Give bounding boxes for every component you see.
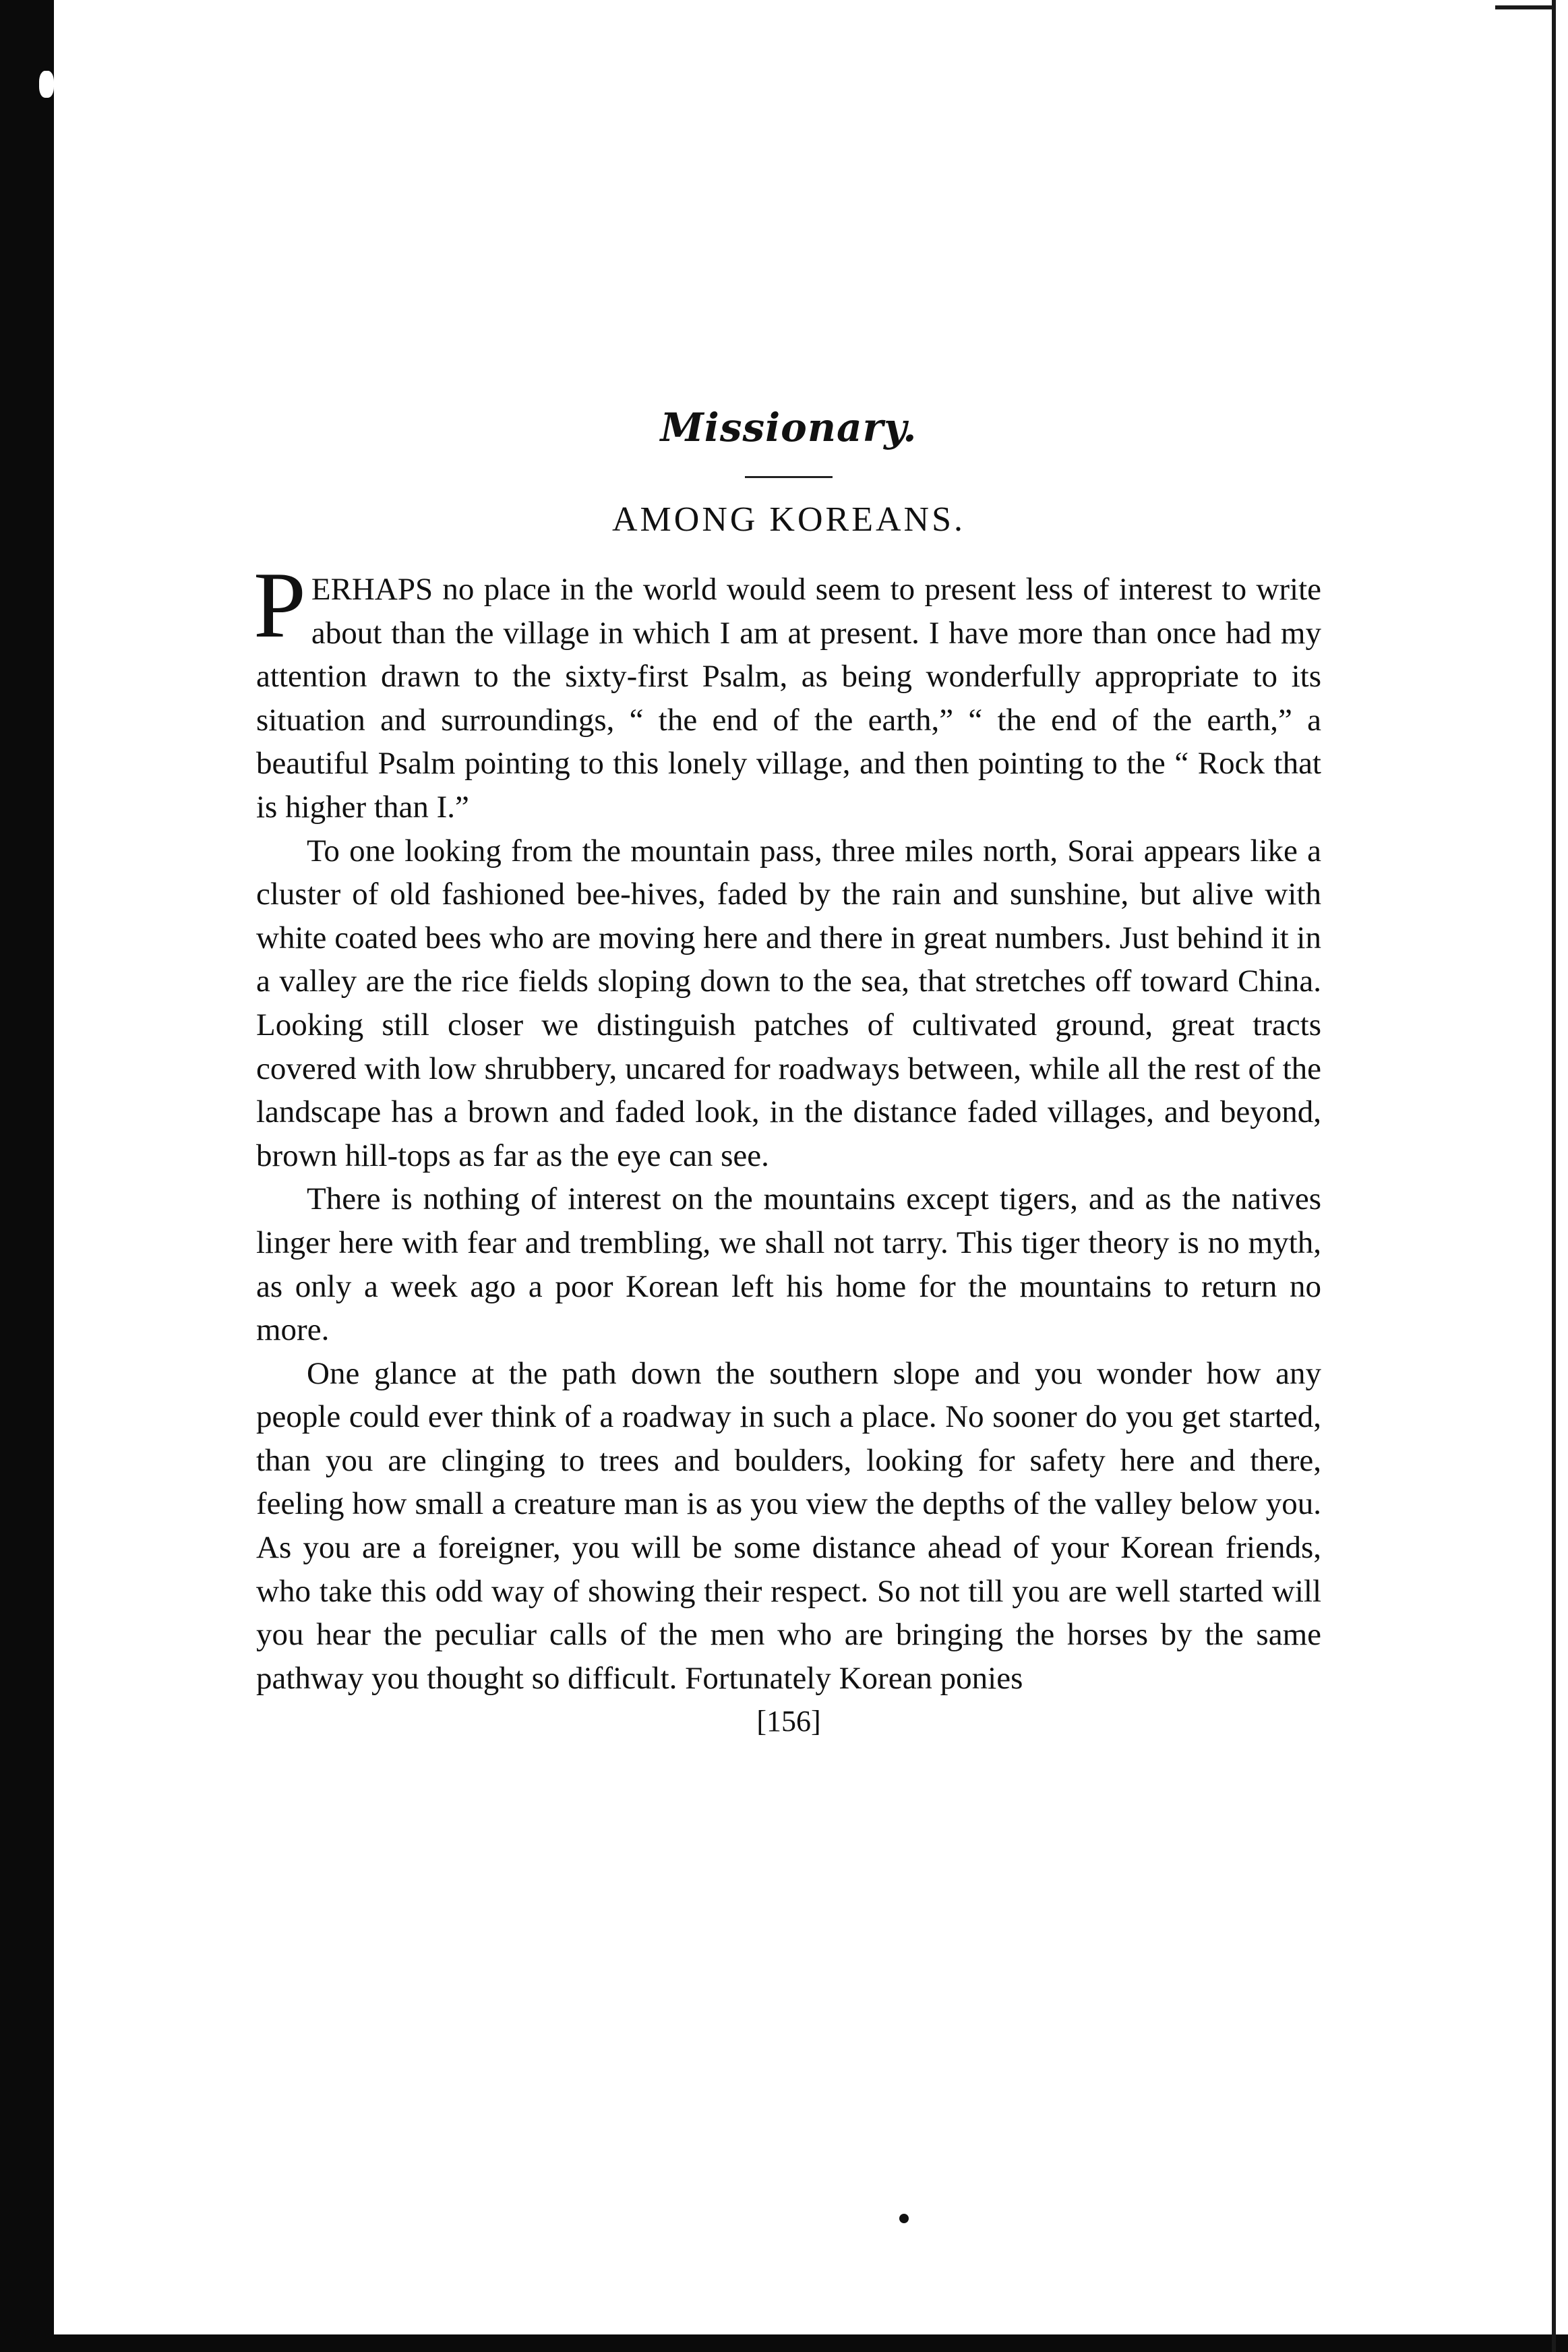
scan-left-border — [0, 0, 54, 2352]
article-title: AMONG KOREANS. — [611, 500, 966, 539]
paragraph-2: To one looking from the mountain pass, three miles north, Sorai appears like a cluster of old fashioned bee-hives, faded by the rain and sunshine, but alive with white coated bees who are moving here and there in great numbers. Just behind it in a valley are the rice fields sloping down to the sea, that stretches off toward China. Looking still closer we distinguish patches of cultivated ground, great tracts covered with low shrubbery, uncared for roadways between, while all the rest of the landscape has a brown and faded look, in the distance faded villages, and beyond, brown hill-tops as far as the eye can see. — [256, 833, 1321, 1173]
paragraph-1 — [253, 553, 1321, 829]
drop-cap: P — [253, 553, 306, 657]
page-number: [156] — [756, 1705, 821, 1738]
scan-right-corner — [1495, 5, 1556, 9]
section-header: Missionary. — [660, 405, 917, 450]
paragraph-4: One glance at the path down the southern slope and you wonder how any people could ever think of a roadway in such a place. No sooner do you get started, than you are clinging to trees and boulders, looking for safety here and there, feeling how small a creature man is as you view the depths of the valley below you. As you are a foreigner, you will be some distance ahead of your Korean friends, who take this odd way of showing their respect. So not till you are well started will you hear the peculiar calls of the men who are bringing the horses by the same pathway you thought so difficult. Fortunately Korean ponies — [256, 1355, 1321, 1696]
page-body — [253, 405, 1321, 1738]
scan-speck — [899, 2214, 909, 2223]
header-rule — [745, 476, 833, 478]
paragraph-3: There is nothing of interest on the mountains except tigers, and as the natives linger here with fear and trembling, we shall not tarry. This tiger theory is no myth, as only a week ago a poor Korean left his home for the mountains to return no more. — [256, 1181, 1321, 1348]
scan-right-edge — [1552, 0, 1556, 2352]
scan-border-mark — [39, 71, 54, 98]
paragraph-1-text: ERHAPS no place in the world would seem to present less of interest to write about than the village in which I am at present. I have more than once had my attention drawn to the sixty-first Psalm, as being wonderfully appropriate to its situation and surroundings, “ the end of the earth,” “ the end of the earth,” a beautiful Psalm pointing to this lonely village, and then pointing to the “ Rock that is higher than I.” — [256, 572, 1321, 825]
scan-bottom-border — [0, 2334, 1568, 2352]
